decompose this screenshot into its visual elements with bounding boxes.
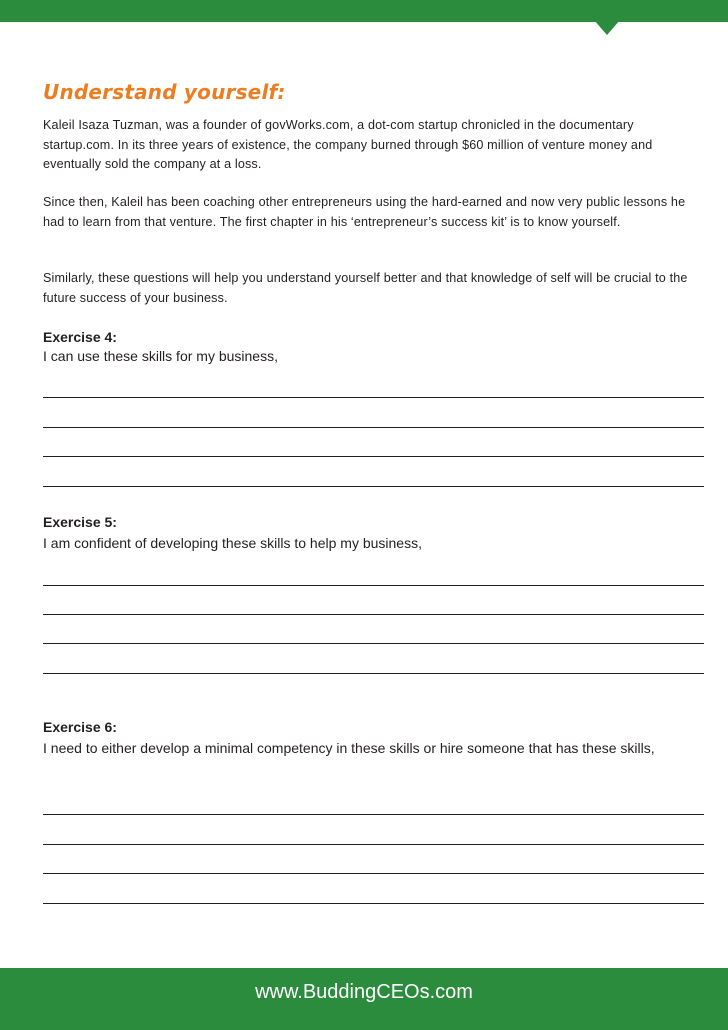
section-heading: Understand yourself: [43, 80, 286, 104]
exercise-4-answer-line[interactable] [43, 456, 704, 457]
exercise-5-answer-line[interactable] [43, 614, 704, 615]
intro-paragraph-3: Similarly, these questions will help you understand yourself better and that knowledge of self will be crucial to the future success of your business. [43, 271, 688, 305]
exercise-6-answer-line[interactable] [43, 873, 704, 874]
intro-paragraph-1: Kaleil Isaza Tuzman, was a founder of govWorks.com, a dot-com startup chronicled in the documentary startup.com. In its three years of existence, the company burned through $60 million of venture money and eventually sold the company at a loss. [43, 118, 653, 171]
exercise-5-answer-line[interactable] [43, 673, 704, 674]
exercise-4-answer-line[interactable] [43, 427, 704, 428]
intro-paragraph-2: Since then, Kaleil has been coaching other entrepreneurs using the hard-earned and now very public lessons he had to learn from that venture. The first chapter in his ‘entrepreneur’s success kit’ is to know yourself. [43, 195, 686, 229]
exercise-5-answer-line[interactable] [43, 585, 704, 586]
exercise-4-answer-line[interactable] [43, 486, 704, 487]
exercise-5-prompt: I am confident of developing these skills to help my business, [43, 535, 422, 551]
exercise-6-prompt: I need to either develop a minimal competency in these skills or hire someone that has these skills, [43, 740, 655, 756]
exercise-5-answer-line[interactable] [43, 643, 704, 644]
footer-website-link[interactable]: www.BuddingCEOs.com [255, 981, 473, 1003]
exercise-6-title: Exercise 6: [43, 719, 117, 735]
exercise-6-answer-line[interactable] [43, 903, 704, 904]
exercise-4-prompt: I can use these skills for my business, [43, 348, 278, 364]
exercise-6-answer-line[interactable] [43, 814, 704, 815]
exercise-5-title: Exercise 5: [43, 514, 117, 530]
exercise-4-answer-line[interactable] [43, 397, 704, 398]
top-banner [0, 0, 728, 22]
banner-notch-icon [594, 20, 620, 35]
exercise-4-title: Exercise 4: [43, 329, 117, 345]
exercise-6-answer-line[interactable] [43, 844, 704, 845]
